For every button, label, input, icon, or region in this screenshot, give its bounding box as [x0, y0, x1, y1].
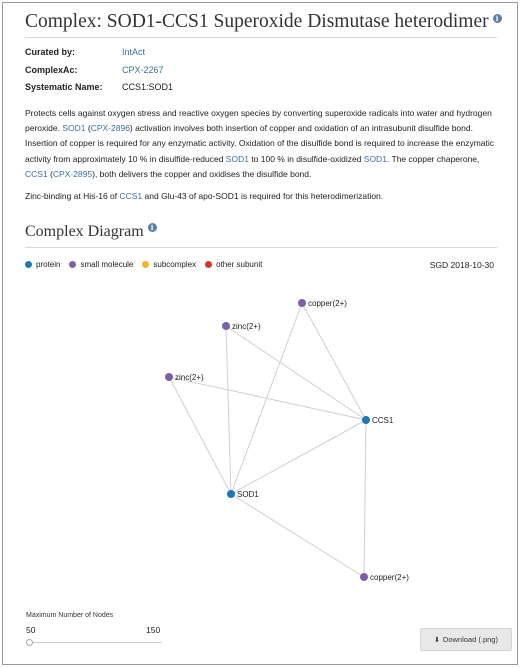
legend-item-subcomplex	[142, 260, 196, 269]
max-nodes-slider-handle[interactable]	[26, 639, 33, 646]
node-circle[interactable]	[227, 490, 235, 498]
slider-max-label: 150	[146, 625, 161, 635]
node-circle[interactable]	[360, 573, 368, 581]
node-label: SOD1	[237, 490, 259, 499]
meta-key: Curated by:	[25, 47, 76, 57]
curated-by-link[interactable]: IntAct	[122, 47, 146, 57]
node-ccs1[interactable]	[362, 416, 394, 425]
max-nodes-slider-track[interactable]	[30, 642, 162, 643]
node-label: CCS1	[372, 416, 394, 425]
node-circle[interactable]	[222, 322, 230, 330]
meta-key: Systematic Name:	[25, 82, 103, 92]
page-title	[25, 11, 502, 33]
curation-stamp: SGD 2018-10-30	[429, 260, 494, 270]
edge-zinc_a-ccs1	[226, 326, 366, 420]
node-label: zinc(2+)	[175, 373, 204, 382]
ccs1-link[interactable]: CCS1	[25, 168, 48, 179]
systematic-name-value: CCS1:SOD1	[122, 82, 174, 92]
complex-ac-link[interactable]: CPX-2267	[122, 64, 164, 75]
ccs1-link[interactable]: CCS1	[119, 191, 143, 201]
description-paragraph	[25, 106, 503, 182]
sod1-link[interactable]: SOD1	[62, 123, 86, 134]
legend-item-protein	[25, 260, 60, 269]
node-copper_bottom[interactable]	[360, 573, 409, 582]
cpx-2896-link[interactable]: CPX-2896	[90, 123, 130, 134]
node-zinc_a[interactable]	[222, 322, 261, 331]
meta-key: ComplexAc:	[25, 64, 78, 75]
edge-zinc_b-ccs1	[169, 377, 366, 420]
info-icon[interactable]: i	[148, 223, 157, 232]
node-circle[interactable]	[298, 299, 306, 307]
info-icon[interactable]: i	[493, 14, 502, 23]
edge-zinc_b-sod1	[169, 377, 231, 494]
diagram-title	[25, 223, 157, 241]
diagram-title-text: Complex Diagram	[25, 223, 144, 240]
diagram-edges	[169, 303, 366, 577]
download-icon: ⬇	[434, 636, 440, 644]
text-span: ), both delivers the copper and oxidises the disulfide bond.	[92, 168, 312, 179]
text-span: (	[47, 168, 53, 179]
legend-item-other-subunit	[205, 260, 262, 269]
protein-dot-icon	[25, 261, 32, 268]
node-label: copper(2+)	[308, 299, 347, 308]
sod1-link[interactable]: SOD1	[225, 153, 249, 164]
other-subunit-dot-icon	[205, 261, 212, 268]
legend-item-small-molecule	[69, 260, 133, 269]
cpx-2895-link[interactable]: CPX-2895	[52, 168, 93, 179]
download-label: Download (.png)	[442, 635, 498, 644]
slider-label: Maximum Number of Nodes	[26, 612, 114, 619]
node-label: zinc(2+)	[232, 322, 261, 331]
sod1-link[interactable]: SOD1	[363, 153, 387, 164]
subcomplex-dot-icon	[142, 261, 149, 268]
text-span: (	[85, 123, 91, 134]
edge-ccs1-sod1	[231, 420, 366, 494]
text-span: and Glu-43 of apo-SOD1 is required for this heterodimerization.	[142, 191, 384, 201]
edge-sod1-copper_bottom	[231, 494, 364, 577]
zinc-binding-paragraph	[25, 189, 503, 204]
node-copper_top[interactable]	[298, 299, 347, 308]
legend-label: subcomplex	[153, 260, 197, 269]
node-sod1[interactable]	[227, 490, 259, 499]
diagram-nodes	[165, 299, 409, 582]
complex-diagram[interactable]	[0, 275, 520, 605]
small-molecule-dot-icon	[69, 261, 76, 268]
edge-ccs1-copper_bottom	[364, 420, 366, 577]
download-png-button[interactable]	[420, 628, 512, 651]
text-span: Protects cells against oxygen stress and reactive oxygen species by converting superoxide radicals into water and hydrogen peroxide.	[25, 108, 492, 134]
diagram-legend	[25, 260, 271, 269]
legend-label: other subunit	[216, 260, 263, 269]
edge-zinc_a-sod1	[226, 326, 231, 494]
legend-label: protein	[36, 260, 61, 269]
node-circle[interactable]	[362, 416, 370, 424]
node-circle[interactable]	[165, 373, 173, 381]
page-title-text: Complex: SOD1-CCS1 Superoxide Dismutase heterodimer	[25, 11, 489, 32]
text-span: to 100 % in disulfide-oxidized	[248, 153, 364, 164]
node-label: copper(2+)	[370, 573, 409, 582]
diagram-header	[25, 222, 497, 248]
text-span: ) activation involves both insertion of copper and oxidation of an intrasubunit disulfide bond. Insertion of copper is required for any enzymatic activity. Oxidation of the disulfide bond is required to increase the enzymatic activity from approximately 10 % in disulfide-reduced	[25, 123, 494, 164]
text-span: . The copper chaperone,	[386, 153, 480, 164]
edge-copper_top-ccs1	[302, 303, 366, 420]
page-header	[25, 8, 497, 38]
text-span: Zinc-binding at His-16 of	[25, 191, 120, 201]
slider-min-label: 50	[26, 625, 36, 635]
legend-label: small molecule	[80, 260, 134, 269]
